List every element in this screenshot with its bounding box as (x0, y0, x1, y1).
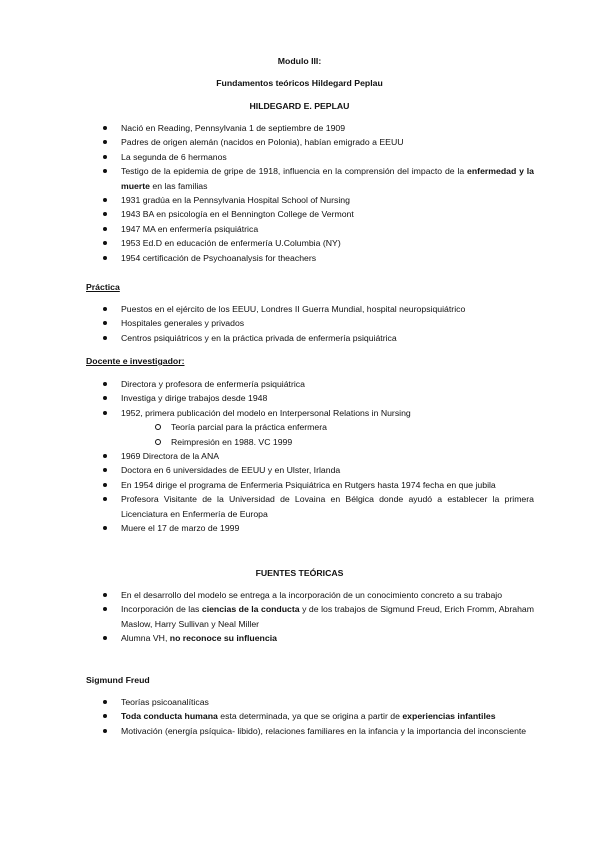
bold-text: Toda conducta humana (121, 711, 218, 722)
module-heading: Modulo III: (277, 56, 322, 66)
text-run: Testigo de la epidemia de gripe de 1918, influencia en la comprensión del impacto de la (121, 166, 468, 177)
list-item (86, 602, 534, 631)
list-item: La segunda de 6 hermanos (86, 150, 534, 164)
text-run: en las familias (149, 180, 208, 191)
bio-list (86, 121, 534, 265)
bold-text: no reconoce su influencia (169, 633, 277, 644)
section-heading-freud: Sigmund Freud (86, 675, 150, 685)
text-run: Alumna VH, (121, 633, 170, 644)
fuentes-list (86, 588, 534, 646)
list-item (86, 631, 534, 645)
text-run: Incorporación de las (121, 604, 202, 615)
sub-list (121, 420, 534, 449)
list-item (86, 406, 534, 449)
list-item: 1947 MA en enfermería psiquiátrica (86, 222, 534, 236)
list-item: Centros psiquiátricos y en la práctica privada de enfermería psiquiátrica (86, 331, 534, 345)
bold-text: ciencias de la conducta (201, 604, 300, 615)
bold-text: enfermedad y la muerte (121, 166, 534, 191)
list-item (86, 164, 534, 193)
section-heading-fuentes: FUENTES TEÓRICAS (255, 568, 344, 578)
list-item: Hospitales generales y privados (86, 316, 534, 330)
list-item: Investiga y dirige trabajos desde 1948 (86, 391, 534, 405)
list-item: Directora y profesora de enfermería psiquiátrica (86, 377, 534, 391)
sub-list-item: Teoría parcial para la práctica enfermera (121, 420, 534, 434)
text-run: 1952, primera publicación del modelo en Interpersonal Relations in Nursing (121, 407, 411, 418)
list-item: Puestos en el ejército de los EEUU, Londres II Guerra Mundial, hospital neuropsiquiátrico (86, 302, 534, 316)
list-item: Doctora en 6 universidades de EEUU y en Ulster, Irlanda (86, 463, 534, 477)
list-item: 1954 certificación de Psychoanalysis for theachers (86, 251, 534, 265)
list-item: 1953 Ed.D en educación de enfermería U.Columbia (NY) (86, 236, 534, 250)
list-item: Teorías psicoanalíticas (86, 695, 534, 709)
text-run: y de los trabajos de Sigmund Freud, Erich Fromm, Abraham Maslow, Harry Sullivan y Neal Miller (121, 604, 534, 629)
list-item: Profesora Visitante de la Universidad de Lovaina en Bélgica donde ayudó a establecer la primera Licenciatura en Enfermería de Europa (86, 492, 534, 521)
name-heading: HILDEGARD E. PEPLAU (249, 101, 350, 111)
list-item: Padres de origen alemán (nacidos en Polonia), habían emigrado a EEUU (86, 135, 534, 149)
document-title: Fundamentos teóricos Hildegard Peplau (216, 78, 383, 88)
text-run: esta determinada, ya que se origina a partir de (217, 711, 403, 722)
list-item: Muere el 17 de marzo de 1999 (86, 521, 534, 535)
sub-list-item: Reimpresión en 1988. VC 1999 (121, 435, 534, 449)
list-item: 1969 Directora de la ANA (86, 449, 534, 463)
practica-list (86, 302, 534, 345)
list-item: Motivación (energía psíquica- libido), relaciones familiares en la infancia y la importancia del inconsciente (86, 724, 534, 738)
bold-text: experiencias infantiles (402, 711, 496, 722)
section-heading-practica: Práctica (86, 282, 120, 292)
freud-list (86, 695, 534, 738)
list-item: Nació en Reading, Pennsylvania 1 de septiembre de 1909 (86, 121, 534, 135)
list-item (86, 709, 534, 723)
list-item: 1931 gradúa en la Pennsylvania Hospital School of Nursing (86, 193, 534, 207)
list-item: 1943 BA en psicología en el Bennington College de Vermont (86, 207, 534, 221)
list-item: En el desarrollo del modelo se entrega a la incorporación de un conocimiento concreto a su trabajo (86, 588, 534, 602)
section-heading-docente: Docente e investigador: (86, 356, 185, 366)
list-item: En 1954 dirige el programa de Enfermeria Psiquiátrica en Rutgers hasta 1974 fecha en que jubila (86, 478, 534, 492)
docente-list (86, 377, 534, 535)
